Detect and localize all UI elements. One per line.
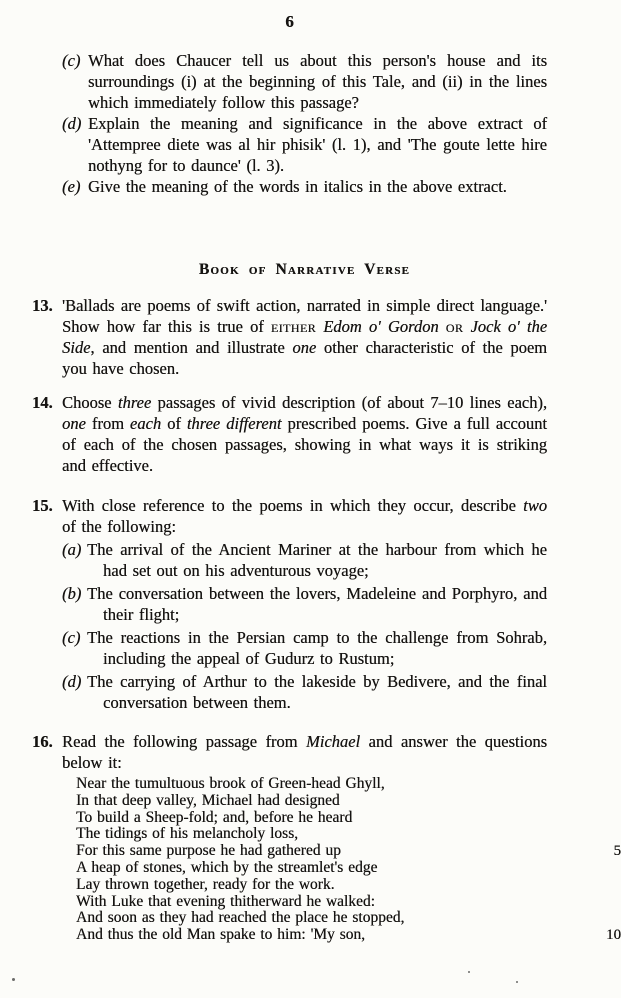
poem-line-text: Lay thrown together, ready for the work. [76,875,335,893]
question-14 [32,392,547,476]
sub-item-c [62,627,547,669]
text-run: either [270,317,316,336]
question-body [62,495,547,713]
poem-line-number [587,826,621,843]
question-13 [32,295,547,379]
poem-line-text: The tidings of his melancholy loss, [76,825,298,843]
poem-line [76,927,621,944]
poem-line [76,843,621,860]
poem-line-number: 5 [613,843,621,860]
page-number: 6 [285,12,294,31]
poem-line-text: With Luke that evening thitherward he walked: [76,892,375,910]
question-text [62,731,547,773]
section-heading: Book of Narrative Verse [198,261,411,278]
text-run: Explain the meaning and significance in the above extract of 'Attempree diete was al hir phisik' (l. 1), and 'The goute lette hire nothyng for to daunce' (l. 3). [88,114,547,175]
scan-speck [12,978,15,981]
poem-line-text: In that deep valley, Michael had designed [76,791,340,809]
text-run: from [85,414,130,433]
sub-item-text [87,671,547,713]
text-run [439,317,446,336]
text-run: Choose [62,393,118,412]
question-part-text [88,113,547,176]
text-run: of the following: [62,517,176,536]
question-text [62,392,547,476]
text-run: passages of vivid description (of about 7–10 lines each), [151,393,547,412]
text-run: other characteristic of the poem you have chosen. [62,338,547,378]
question-part-e [62,176,547,197]
poem-line [76,776,621,793]
text-run: 'Ballads are poems of swift action, narrated in simple direct language.' Show how far this is true of [62,296,547,336]
chaucer-question-parts [62,50,547,197]
question-text [62,295,547,379]
poem-line [76,860,621,877]
sub-item-text [87,539,547,581]
question-part-text [88,176,547,197]
text-run: one [62,414,86,433]
question-number: 16. [32,732,53,751]
poem-line-text: To build a Sheep-fold; and, before he heard [76,808,353,826]
text-run: prescribed poems. Give a full account of each of the chosen passages, showing in what ways it is striking and effective. [62,414,547,475]
question-part-marker: (d) [62,114,82,133]
text-run: each [129,414,162,433]
poem-line-number [587,894,621,911]
question-15 [32,495,547,713]
question-part-marker: (e) [62,177,81,196]
poem-line-number [587,877,621,894]
scan-speck [516,981,518,983]
poem-line [76,877,621,894]
text-run: The arrival of the Ancient Mariner at the harbour from which he had set out on his adventurous voyage; [87,540,547,580]
sub-item-a [62,539,547,581]
poem-line-number [587,810,621,827]
text-run: The reactions in the Persian camp to the challenge from Sohrab, including the appeal of Gudurz to Rustum; [87,628,547,668]
poem-line-text: For this same purpose he had gathered up [76,842,341,860]
question-part-c [62,50,547,113]
poem-line [76,910,621,927]
sub-item-text [87,627,547,669]
poem-line-number [587,860,621,877]
question-number: 13. [32,296,53,315]
question-text [62,496,547,536]
poem-line [76,810,621,827]
sub-item-marker: (b) [62,584,82,603]
sub-item-d [62,671,547,713]
text-run: What does Chaucer tell us about this person's house and its surroundings (i) at the beginning of this Tale, and (ii) in the lines which immediately follow this passage? [88,51,547,112]
question-16 [32,731,547,773]
question-part-marker: (c) [62,51,81,70]
sub-item-marker: (c) [62,628,81,647]
text-run: With close reference to the poems in which they occur, describe [62,496,524,515]
poem-line-text: And thus the old Man spake to him: 'My son, [76,926,366,944]
poem-extract-michael [76,776,621,944]
text-run: Give the meaning of the words in italics in the above extract. [88,177,507,196]
scan-speck [468,971,470,973]
text-run: three different [186,414,282,433]
sub-item-marker: (d) [62,672,82,691]
sub-item-b [62,583,547,625]
poem-line-number [587,910,621,927]
text-run: Jock o' the Side [62,317,548,357]
text-run: three [117,393,152,412]
poem-line-text: A heap of stones, which by the streamlet's edge [76,858,378,876]
poem-line-text: And soon as they had reached the place he stopped, [76,909,405,927]
text-run: Read the following passage from [62,732,306,751]
sub-item-marker: (a) [62,540,82,559]
text-run: one [292,338,317,357]
sub-item-text [87,583,547,625]
text-run: and answer the questions below it: [62,732,548,772]
poem-line [76,894,621,911]
text-run: Michael [306,732,361,751]
text-run: two [523,496,547,515]
text-run: Edom o' Gordon [323,317,439,336]
question-number: 14. [32,393,53,412]
poem-line [76,793,621,810]
poem-line [76,826,621,843]
text-run: The conversation between the lovers, Madeleine and Porphyro, and their flight; [87,584,547,624]
question-part-text [88,50,547,113]
poem-line-number [587,776,621,793]
poem-line-number: 10 [606,927,621,944]
text-run: , and mention and illustrate [90,338,293,357]
text-run: of [161,414,187,433]
text-run: or [445,317,464,336]
question-number: 15. [32,496,53,515]
poem-line-text: Near the tumultuous brook of Green-head Ghyll, [76,775,385,792]
question-part-d [62,113,547,176]
poem-line-number [587,793,621,810]
text-run: The carrying of Arthur to the lakeside by Bedivere, and the final conversation between them. [87,672,547,712]
